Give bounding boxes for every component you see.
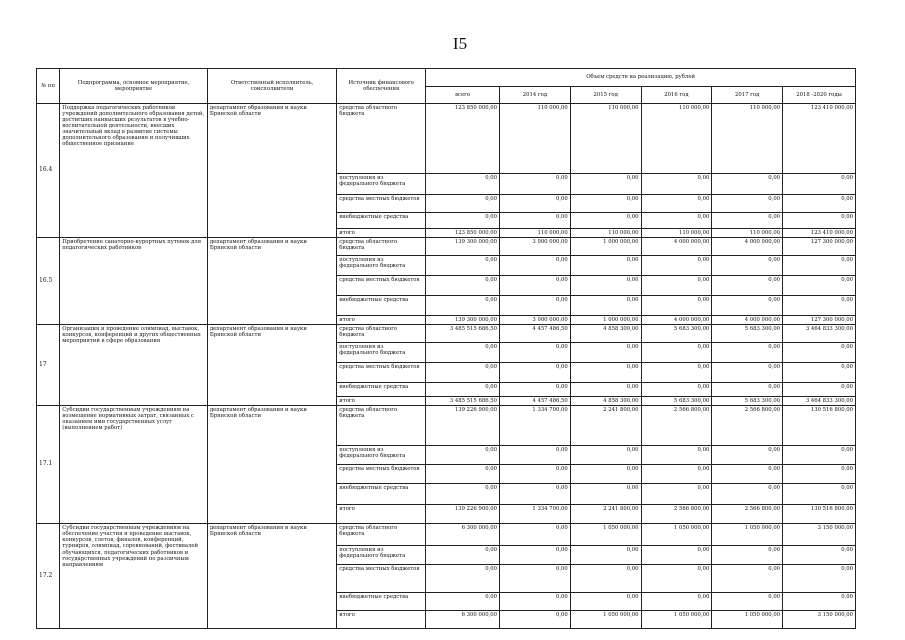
amount-cell: 139 300 000,00	[426, 316, 500, 325]
funding-source: средства местных бюджетов	[337, 276, 426, 296]
table-row	[37, 325, 856, 343]
amount-cell: 110 000,00	[500, 229, 571, 238]
header-year: 2016 год	[641, 87, 712, 104]
table-row	[37, 406, 856, 446]
amount-cell: 1 334 700,00	[500, 406, 571, 446]
amount-cell: 0,00	[783, 465, 856, 484]
amount-cell: 130 516 800,00	[783, 505, 856, 524]
amount-cell: 0,00	[500, 174, 571, 195]
amount-cell: 0,00	[426, 546, 500, 565]
executor: департамент образования и науки Брянской области	[207, 524, 336, 629]
row-index: 16.4	[37, 104, 60, 238]
amount-cell: 3 485 515 686,50	[426, 397, 500, 406]
amount-cell: 0,00	[712, 213, 783, 229]
amount-cell: 3 485 515 686,50	[426, 325, 500, 343]
program-name: Субсидии государственным учреждениям на обеспечение участия и проведение выставок, конкурсов, слетов, финалов, конференций, турниров, олимпиад, соревнований, фестивалей обучающихся, педагогических работников и государственных учреждений по различным направлениям	[60, 524, 208, 629]
amount-cell: 0,00	[641, 484, 712, 505]
funding-source: итого	[337, 316, 426, 325]
amount-cell: 0,00	[500, 343, 571, 363]
amount-cell: 0,00	[570, 276, 641, 296]
amount-cell: 0,00	[641, 383, 712, 397]
header-year: 2018 -2020 годы	[783, 87, 856, 104]
amount-cell: 0,00	[500, 256, 571, 276]
amount-cell: 0,00	[500, 593, 571, 611]
amount-cell: 0,00	[570, 546, 641, 565]
amount-cell: 3 000 000,00	[500, 238, 571, 256]
amount-cell: 0,00	[500, 195, 571, 213]
amount-cell: 2 241 800,00	[570, 505, 641, 524]
amount-cell: 0,00	[426, 383, 500, 397]
amount-cell: 0,00	[426, 343, 500, 363]
header-year: всего	[426, 87, 500, 104]
amount-cell: 0,00	[500, 546, 571, 565]
amount-cell: 0,00	[500, 446, 571, 465]
amount-cell: 4 457 486,50	[500, 397, 571, 406]
amount-cell: 2 566 800,00	[712, 505, 783, 524]
funding-source: поступления из федерального бюджета	[337, 446, 426, 465]
funding-source: средства местных бюджетов	[337, 363, 426, 383]
funding-source: итого	[337, 611, 426, 629]
amount-cell: 0,00	[570, 383, 641, 397]
page-number: I5	[452, 34, 468, 53]
amount-cell: 0,00	[570, 296, 641, 316]
amount-cell: 0,00	[783, 195, 856, 213]
amount-cell: 0,00	[641, 446, 712, 465]
amount-cell: 5 683 300,00	[641, 325, 712, 343]
amount-cell: 0,00	[500, 296, 571, 316]
amount-cell: 1 050 000,00	[641, 524, 712, 546]
executor: департамент образования и науки Брянской области	[207, 238, 336, 325]
amount-cell: 1 050 000,00	[712, 524, 783, 546]
funding-source: средства местных бюджетов	[337, 465, 426, 484]
funding-source: внебюджетные средства	[337, 484, 426, 505]
funding-source: средства областного бюджета	[337, 524, 426, 546]
amount-cell: 0,00	[570, 195, 641, 213]
amount-cell: 0,00	[570, 256, 641, 276]
amount-cell: 1 050 000,00	[570, 524, 641, 546]
amount-cell: 4 000 000,00	[641, 238, 712, 256]
amount-cell: 6 300 000,00	[426, 524, 500, 546]
amount-cell: 0,00	[783, 565, 856, 593]
amount-cell: 0,00	[712, 593, 783, 611]
amount-cell: 0,00	[570, 593, 641, 611]
amount-cell: 139 226 900,00	[426, 505, 500, 524]
row-index: 17	[37, 325, 60, 406]
amount-cell: 0,00	[500, 484, 571, 505]
amount-cell: 0,00	[783, 363, 856, 383]
executor: департамент образования и науки Брянской области	[207, 325, 336, 406]
budget-table	[36, 68, 856, 629]
amount-cell: 0,00	[712, 296, 783, 316]
amount-cell: 110 000,00	[641, 104, 712, 174]
amount-cell: 0,00	[570, 213, 641, 229]
amount-cell: 0,00	[712, 565, 783, 593]
amount-cell: 0,00	[783, 593, 856, 611]
amount-cell: 0,00	[641, 343, 712, 363]
amount-cell: 0,00	[783, 213, 856, 229]
amount-cell: 0,00	[641, 565, 712, 593]
amount-cell: 0,00	[783, 343, 856, 363]
program-name: Субсидии государственным учреждениям на возмещение нормативных затрат, связанных с оказанием ими государственных услуг (выполнением работ)	[60, 406, 208, 524]
amount-cell: 4 000 000,00	[712, 316, 783, 325]
amount-cell: 0,00	[426, 276, 500, 296]
row-index: 17.1	[37, 406, 60, 524]
amount-cell: 4 457 486,50	[500, 325, 571, 343]
amount-cell: 0,00	[641, 363, 712, 383]
amount-cell: 1 000 000,00	[570, 316, 641, 325]
program-name: Приобретение санаторно-курортных путевок для педагогических работников	[60, 238, 208, 325]
amount-cell: 123 850 000,00	[426, 229, 500, 238]
amount-cell: 0,00	[783, 296, 856, 316]
amount-cell: 0,00	[500, 465, 571, 484]
amount-cell: 123 410 000,00	[783, 104, 856, 174]
amount-cell: 0,00	[641, 213, 712, 229]
amount-cell: 3 464 833 300,00	[783, 397, 856, 406]
amount-cell: 0,00	[426, 363, 500, 383]
amount-cell: 123 850 000,00	[426, 104, 500, 174]
amount-cell: 5 683 300,00	[712, 325, 783, 343]
amount-cell: 0,00	[712, 195, 783, 213]
header-num: № пп	[37, 69, 60, 104]
amount-cell: 0,00	[426, 213, 500, 229]
amount-cell: 0,00	[570, 465, 641, 484]
amount-cell: 0,00	[712, 484, 783, 505]
header-year: 2015 год	[570, 87, 641, 104]
funding-source: внебюджетные средства	[337, 593, 426, 611]
amount-cell: 5 683 300,00	[641, 397, 712, 406]
amount-cell: 0,00	[426, 174, 500, 195]
amount-cell: 0,00	[783, 484, 856, 505]
amount-cell: 0,00	[500, 213, 571, 229]
amount-cell: 0,00	[783, 256, 856, 276]
amount-cell: 110 000,00	[712, 229, 783, 238]
amount-cell: 0,00	[426, 565, 500, 593]
amount-cell: 3 150 000,00	[783, 611, 856, 629]
funding-source: поступления из федерального бюджета	[337, 174, 426, 195]
row-index: 17.2	[37, 524, 60, 629]
funding-source: внебюджетные средства	[337, 213, 426, 229]
amount-cell: 110 000,00	[712, 104, 783, 174]
amount-cell: 0,00	[426, 484, 500, 505]
funding-source: средства областного бюджета	[337, 104, 426, 174]
amount-cell: 0,00	[641, 593, 712, 611]
amount-cell: 0,00	[500, 383, 571, 397]
amount-cell: 123 410 000,00	[783, 229, 856, 238]
amount-cell: 110 000,00	[641, 229, 712, 238]
amount-cell: 6 300 000,00	[426, 611, 500, 629]
amount-cell: 5 683 300,00	[712, 397, 783, 406]
amount-cell: 110 000,00	[500, 104, 571, 174]
header-volume: Объем средств на реализацию, рублей	[426, 69, 856, 87]
amount-cell: 0,00	[570, 174, 641, 195]
amount-cell: 2 566 800,00	[641, 406, 712, 446]
funding-source: внебюджетные средства	[337, 383, 426, 397]
funding-source: средства местных бюджетов	[337, 565, 426, 593]
amount-cell: 0,00	[570, 565, 641, 593]
amount-cell: 1 050 000,00	[570, 611, 641, 629]
amount-cell: 2 566 800,00	[712, 406, 783, 446]
funding-source: средства областного бюджета	[337, 238, 426, 256]
amount-cell: 130 516 800,00	[783, 406, 856, 446]
amount-cell: 0,00	[426, 465, 500, 484]
amount-cell: 0,00	[641, 276, 712, 296]
amount-cell: 0,00	[426, 296, 500, 316]
amount-cell: 0,00	[426, 446, 500, 465]
table-row	[37, 524, 856, 546]
funding-source: поступления из федерального бюджета	[337, 256, 426, 276]
header-year: 2014 год	[500, 87, 571, 104]
amount-cell: 0,00	[426, 195, 500, 213]
amount-cell: 0,00	[570, 446, 641, 465]
amount-cell: 1 334 700,00	[500, 505, 571, 524]
amount-cell: 0,00	[641, 195, 712, 213]
program-name: Организация и проведение олимпиад, выставок, конкурсов, конференций и других общественных мероприятий в сфере образования	[60, 325, 208, 406]
amount-cell: 0,00	[641, 465, 712, 484]
amount-cell: 1 050 000,00	[712, 611, 783, 629]
program-name: Поддержка педагогических работников учреждений дополнительного образования детей, достигших наивысших результатов в учебно-воспитательной деятельности, внесших значительный вклад в развитие системы дополнительного образования и получивших общественное признание	[60, 104, 208, 238]
funding-source: итого	[337, 505, 426, 524]
funding-source: внебюджетные средства	[337, 296, 426, 316]
amount-cell: 0,00	[426, 593, 500, 611]
executor: департамент образования и науки Брянской области	[207, 104, 336, 238]
executor: департамент образования и науки Брянской области	[207, 406, 336, 524]
amount-cell: 0,00	[712, 256, 783, 276]
header-program: Подпрограмма, основное мероприятие, мероприятие	[60, 69, 208, 104]
amount-cell: 0,00	[712, 546, 783, 565]
amount-cell: 0,00	[426, 256, 500, 276]
amount-cell: 139 300 000,00	[426, 238, 500, 256]
amount-cell: 110 000,00	[570, 104, 641, 174]
amount-cell: 0,00	[500, 524, 571, 546]
funding-source: итого	[337, 397, 426, 406]
amount-cell: 0,00	[570, 484, 641, 505]
amount-cell: 0,00	[641, 256, 712, 276]
funding-source: поступления из федерального бюджета	[337, 546, 426, 565]
amount-cell: 0,00	[641, 174, 712, 195]
amount-cell: 3 464 833 300,00	[783, 325, 856, 343]
amount-cell: 0,00	[783, 446, 856, 465]
amount-cell: 0,00	[500, 565, 571, 593]
funding-source: средства областного бюджета	[337, 325, 426, 343]
amount-cell: 139 226 900,00	[426, 406, 500, 446]
row-index: 16.5	[37, 238, 60, 325]
amount-cell: 0,00	[500, 611, 571, 629]
amount-cell: 0,00	[712, 363, 783, 383]
amount-cell: 0,00	[783, 383, 856, 397]
amount-cell: 0,00	[712, 343, 783, 363]
amount-cell: 110 000,00	[570, 229, 641, 238]
amount-cell: 0,00	[783, 174, 856, 195]
amount-cell: 0,00	[641, 546, 712, 565]
header-year: 2017 год	[712, 87, 783, 104]
amount-cell: 0,00	[641, 296, 712, 316]
amount-cell: 1 050 000,00	[641, 611, 712, 629]
table-row	[37, 238, 856, 256]
amount-cell: 0,00	[783, 276, 856, 296]
amount-cell: 0,00	[783, 546, 856, 565]
amount-cell: 0,00	[712, 174, 783, 195]
amount-cell: 0,00	[712, 383, 783, 397]
amount-cell: 0,00	[570, 343, 641, 363]
table-row	[37, 104, 856, 174]
amount-cell: 0,00	[712, 446, 783, 465]
amount-cell: 0,00	[712, 465, 783, 484]
amount-cell: 127 300 000,00	[783, 238, 856, 256]
amount-cell: 3 000 000,00	[500, 316, 571, 325]
amount-cell: 0,00	[500, 363, 571, 383]
funding-source: поступления из федерального бюджета	[337, 343, 426, 363]
amount-cell: 4 858 300,00	[570, 325, 641, 343]
amount-cell: 4 000 000,00	[641, 316, 712, 325]
amount-cell: 127 300 000,00	[783, 316, 856, 325]
header-source: Источник финансового обеспечения	[337, 69, 426, 104]
amount-cell: 3 150 000,00	[783, 524, 856, 546]
header-executor: Ответственный исполнитель, соисполнители	[207, 69, 336, 104]
amount-cell: 4 858 300,00	[570, 397, 641, 406]
amount-cell: 2 241 800,00	[570, 406, 641, 446]
amount-cell: 0,00	[570, 363, 641, 383]
amount-cell: 0,00	[500, 276, 571, 296]
funding-source: средства областного бюджета	[337, 406, 426, 446]
amount-cell: 0,00	[712, 276, 783, 296]
amount-cell: 4 000 000,00	[712, 238, 783, 256]
funding-source: итого	[337, 229, 426, 238]
amount-cell: 2 566 800,00	[641, 505, 712, 524]
funding-source: средства местных бюджетов	[337, 195, 426, 213]
amount-cell: 1 000 000,00	[570, 238, 641, 256]
